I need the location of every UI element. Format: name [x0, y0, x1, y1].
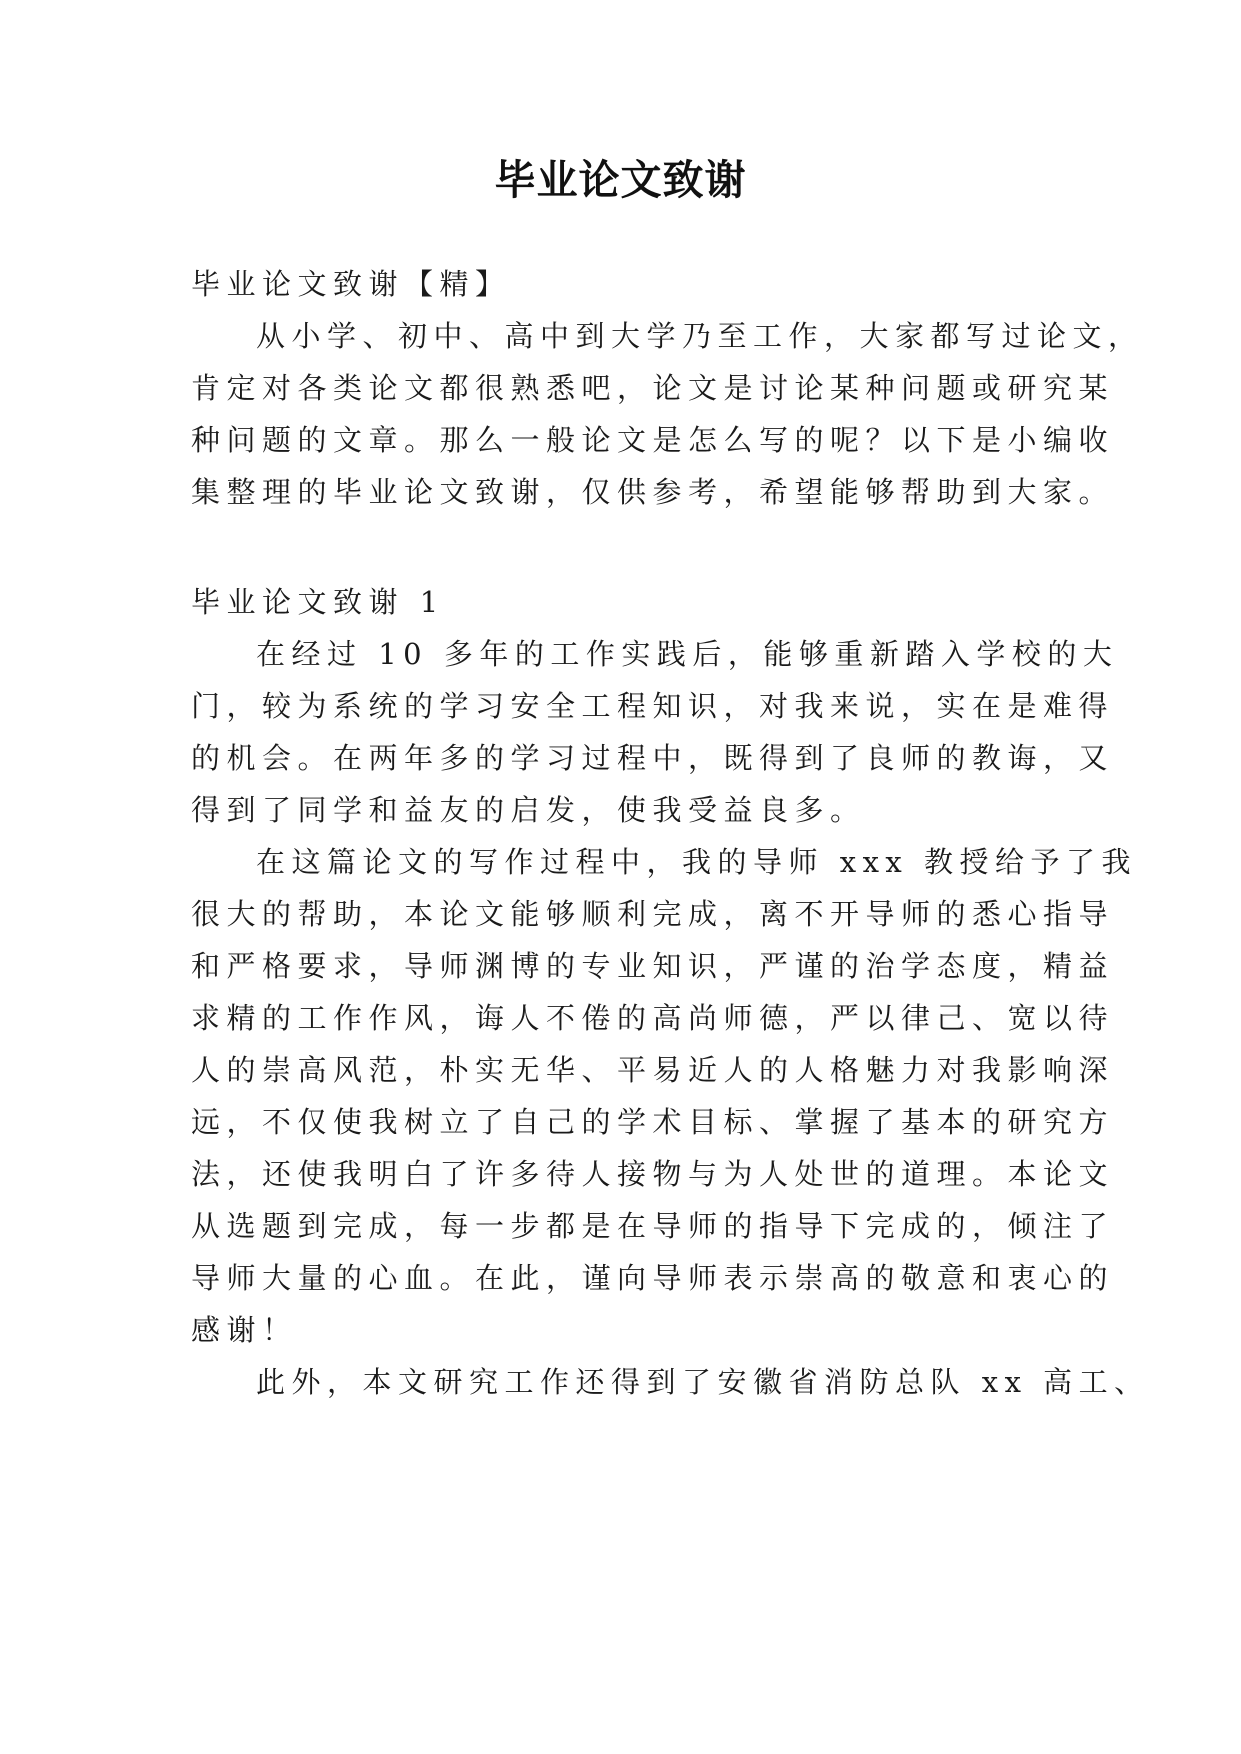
paragraph-line: 得到了同学和益友的启发，使我受益良多。	[191, 793, 866, 827]
paragraph-line: 的机会。在两年多的学习过程中，既得到了良师的教诲，又	[191, 741, 1115, 775]
paragraph-line: 很大的帮助，本论文能够顺利完成，离不开导师的悉心指导	[191, 897, 1115, 931]
section-heading: 毕业论文致谢【精】	[191, 267, 511, 301]
paragraph-line: 感谢！	[191, 1313, 298, 1347]
document-title: 毕业论文致谢	[494, 156, 747, 204]
paragraph-line: 人的崇高风范，朴实无华、平易近人的人格魅力对我影响深	[191, 1053, 1115, 1087]
paragraph-line: 此外，本文研究工作还得到了安徽省消防总队 xx 高工、	[256, 1365, 1150, 1399]
paragraph-line: 从小学、初中、高中到大学乃至工作，大家都写过论文，	[256, 319, 1144, 353]
paragraph-line: 远，不仅使我树立了自己的学术目标、掌握了基本的研究方	[191, 1105, 1115, 1139]
paragraph-line: 从选题到完成，每一步都是在导师的指导下完成的，倾注了	[191, 1209, 1115, 1243]
paragraph-line: 集整理的毕业论文致谢，仅供参考，希望能够帮助到大家。	[191, 475, 1115, 509]
paragraph-line: 种问题的文章。那么一般论文是怎么写的呢？以下是小编收	[191, 423, 1115, 457]
paragraph-line: 肯定对各类论文都很熟悉吧，论文是讨论某种问题或研究某	[191, 371, 1115, 405]
paragraph-line: 和严格要求，导师渊博的专业知识，严谨的治学态度，精益	[191, 949, 1115, 983]
paragraph-line: 导师大量的心血。在此，谨向导师表示崇高的敬意和衷心的	[191, 1261, 1115, 1295]
paragraph-line: 法，还使我明白了许多待人接物与为人处世的道理。本论文	[191, 1157, 1115, 1191]
paragraph-line: 在这篇论文的写作过程中，我的导师 xxx 教授给予了我	[256, 845, 1138, 879]
paragraph-line: 求精的工作作风，诲人不倦的高尚师德，严以律己、宽以待	[191, 1001, 1115, 1035]
section-heading: 毕业论文致谢 1	[191, 585, 445, 619]
paragraph-line: 门，较为系统的学习安全工程知识，对我来说，实在是难得	[191, 689, 1115, 723]
paragraph-line: 在经过 10 多年的工作实践后，能够重新踏入学校的大	[256, 637, 1119, 671]
